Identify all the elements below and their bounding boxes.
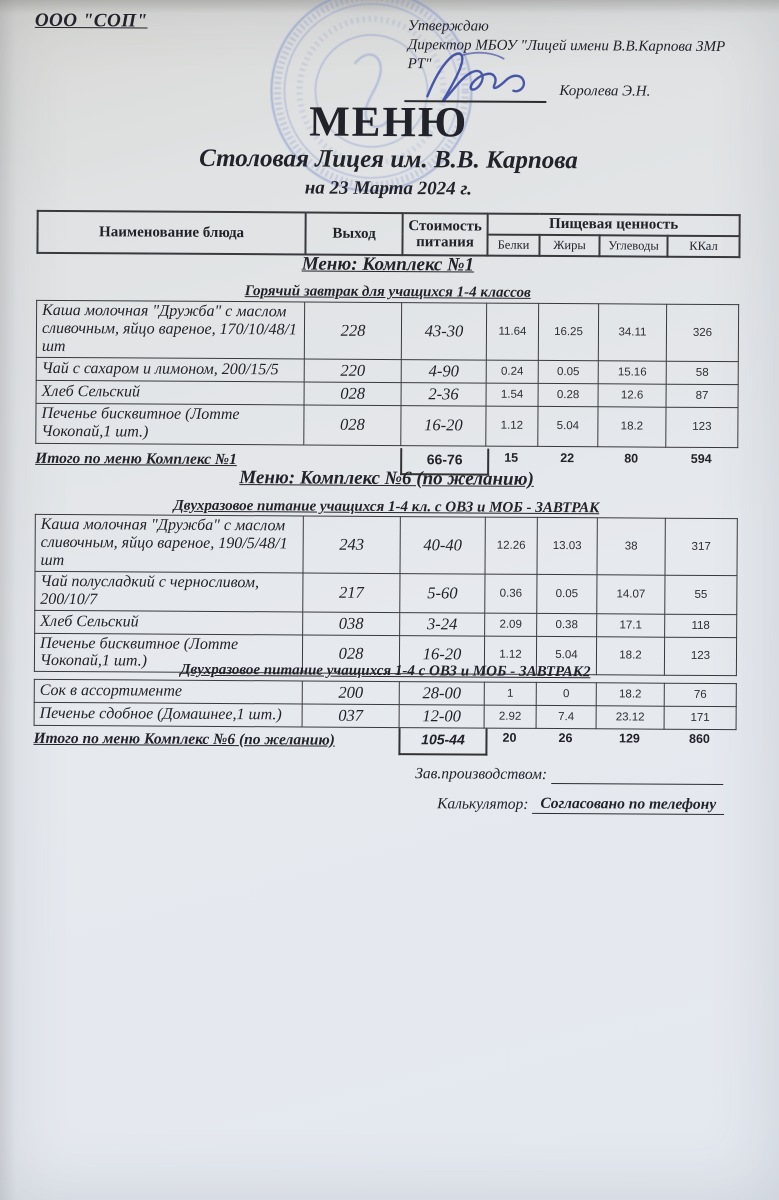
dish-fat: 0 xyxy=(536,682,596,705)
dish-name: Печенье сдобное (Домашнее,1 шт.) xyxy=(34,702,302,727)
dish-cost: 43-30 xyxy=(401,303,486,360)
col-dish: Наименование блюда xyxy=(37,211,305,255)
dish-kcal: 171 xyxy=(664,706,736,729)
dish-carbs: 14.07 xyxy=(597,574,665,613)
menu6-total-fat: 26 xyxy=(558,731,573,746)
menu1-total-carbs: 80 xyxy=(624,451,639,466)
approve-director-line: Директор МБОУ "Лицей имени В.В.Карпова ЗМР xyxy=(407,37,726,56)
dish-protein: 1 xyxy=(484,682,536,705)
dish-name: Печенье бисквитное (Лотте Чокопай,1 шт.) xyxy=(34,633,302,673)
calculator-row xyxy=(437,794,724,815)
dish-carbs: 18.2 xyxy=(598,407,666,447)
menu6-total-kcal: 860 xyxy=(689,731,710,746)
menu1-total-fat: 22 xyxy=(560,451,575,466)
col-protein: Белки xyxy=(487,235,539,256)
col-cost-line2: питания xyxy=(416,234,474,251)
col-carbs: Углеводы xyxy=(599,235,667,256)
dish-protein: 0.36 xyxy=(485,574,537,613)
dish-name: Каша молочная "Дружба" с маслом сливочным, яйцо вареное, 190/5/48/1 шт xyxy=(35,514,303,572)
dish-cost: 4-90 xyxy=(401,359,486,383)
menu1-subsection: Горячий завтрак для учащихся 1-4 классов xyxy=(244,283,531,301)
dish-output: 037 xyxy=(302,704,399,728)
dish-carbs: 34.11 xyxy=(598,304,666,361)
dish-kcal: 58 xyxy=(666,361,738,384)
approve-rt-line: РТ" xyxy=(407,56,432,73)
approver-name: Королева Э.Н. xyxy=(559,83,651,100)
menu1-title: Меню: Комплекс №1 xyxy=(301,253,475,276)
dish-protein: 2.09 xyxy=(485,613,537,636)
col-cost xyxy=(402,213,487,256)
dish-output: 038 xyxy=(303,612,400,636)
col-output: Выход xyxy=(305,212,402,255)
dish-kcal: 55 xyxy=(665,575,737,614)
menu6-title: Меню: Комплекс №6 (по желанию) xyxy=(239,467,534,490)
dish-fat: 16.25 xyxy=(538,303,598,360)
dish-name: Сок в ассортименте xyxy=(34,679,302,704)
dish-kcal: 317 xyxy=(665,518,737,575)
dish-output: 220 xyxy=(304,359,401,383)
menu6-total-protein: 20 xyxy=(502,730,517,745)
dish-carbs: 18.2 xyxy=(596,683,664,706)
dish-name: Чай полусладкий с черносливом, 200/10/7 xyxy=(35,571,303,611)
dish-protein: 2.92 xyxy=(484,705,536,728)
dish-protein: 12.26 xyxy=(485,517,537,574)
col-cost-line1: Стоимость xyxy=(408,217,482,235)
dish-output: 200 xyxy=(302,681,399,705)
col-fat: Жиры xyxy=(539,235,599,256)
dish-carbs: 18.2 xyxy=(596,636,664,675)
col-nutrition-group: Пищевая ценность xyxy=(488,214,740,237)
production-manager-row xyxy=(415,764,723,785)
dish-carbs: 17.1 xyxy=(597,613,665,636)
dish-cost: 28-00 xyxy=(399,682,484,706)
menu6-breakfast-table xyxy=(34,514,738,677)
menu1-total-cost: 66-76 xyxy=(400,448,489,476)
calculator-signed-line xyxy=(532,795,724,815)
dish-fat: 0.05 xyxy=(538,360,598,383)
menu1-total-label: Итого по меню Комплекс №1 xyxy=(35,449,237,469)
table-row xyxy=(35,514,737,575)
table-row xyxy=(36,403,738,447)
dish-kcal: 123 xyxy=(666,407,738,447)
production-manager-label: Зав.производством: xyxy=(415,765,548,783)
production-manager-blank-line xyxy=(551,765,723,785)
menu1-total-protein: 15 xyxy=(504,450,519,465)
menu6-subsection-breakfast: Двухразовое питание учащихся 1-4 кл. с ОВЗ и МОБ - ЗАВТРАК xyxy=(173,497,600,517)
dish-output: 228 xyxy=(304,302,401,359)
menu-date: на 23 Марта 2024 г. xyxy=(304,177,473,200)
table-row xyxy=(35,571,737,614)
menu1-table xyxy=(35,300,739,448)
dish-kcal: 326 xyxy=(666,304,738,361)
dish-carbs: 38 xyxy=(597,518,665,575)
columns-header-table xyxy=(36,210,740,258)
calculator-label: Калькулятор: xyxy=(437,795,529,813)
dish-cost: 16-20 xyxy=(401,405,486,446)
dish-kcal: 123 xyxy=(664,637,736,676)
menu6-totals-row xyxy=(33,726,735,756)
dish-carbs: 12.6 xyxy=(598,384,666,407)
dish-fat: 0.38 xyxy=(537,613,597,636)
dish-fat: 0.05 xyxy=(537,574,597,613)
org-name: ООО "СОП" xyxy=(34,9,148,32)
dish-output: 028 xyxy=(304,382,401,406)
dish-kcal: 76 xyxy=(664,683,736,706)
dish-fat: 0.28 xyxy=(538,383,598,406)
table-row xyxy=(36,300,738,361)
dish-protein: 1.12 xyxy=(484,636,536,675)
dish-fat: 13.03 xyxy=(537,517,597,574)
dish-name: Чай с сахаром и лимоном, 200/15/5 xyxy=(36,357,304,382)
dish-output: 243 xyxy=(303,516,400,573)
menu6-breakfast2-table xyxy=(34,679,737,730)
dish-carbs: 15.16 xyxy=(598,361,666,384)
dish-cost: 2-36 xyxy=(401,382,486,406)
dish-protein: 0.24 xyxy=(486,360,538,383)
page-title: МЕНЮ xyxy=(309,98,469,147)
dish-fat: 5.04 xyxy=(538,406,598,446)
calculator-value: Согласовано по телефону xyxy=(540,794,717,814)
approve-word: Утверждаю xyxy=(407,18,489,35)
dish-name: Хлеб Сельский xyxy=(35,610,303,635)
dish-cost: 12-00 xyxy=(399,705,484,729)
dish-cost: 3-24 xyxy=(400,612,485,636)
dish-fat: 7.4 xyxy=(536,705,596,728)
dish-cost: 16-20 xyxy=(399,635,484,674)
dish-name: Хлеб Сельский xyxy=(36,380,304,405)
dish-name: Каша молочная "Дружба" с маслом сливочным, яйцо вареное, 170/10/48/1 шт xyxy=(36,300,304,358)
dish-fat: 5.04 xyxy=(536,636,596,675)
menu6-total-label: Итого по меню Комплекс №6 (по желанию) xyxy=(33,729,335,749)
menu6-total-cost: 105-44 xyxy=(398,728,487,756)
dish-protein: 1.54 xyxy=(486,383,538,406)
dish-kcal: 118 xyxy=(665,614,737,637)
dish-cost: 40-40 xyxy=(400,517,485,574)
dish-output: 217 xyxy=(303,573,400,612)
dish-carbs: 23.12 xyxy=(596,706,664,729)
canteen-subtitle: Столовая Лицея им. В.В. Карпова xyxy=(199,144,578,175)
menu1-total-kcal: 594 xyxy=(690,451,712,466)
dish-protein: 11.64 xyxy=(486,303,538,360)
handwritten-signature-icon xyxy=(417,46,567,105)
dish-name: Печенье бисквитное (Лотте Чокопай,1 шт.) xyxy=(36,403,304,445)
dish-cost: 5-60 xyxy=(400,573,485,612)
col-kcal: ККал xyxy=(667,236,739,257)
menu6-total-carbs: 129 xyxy=(619,731,640,746)
menu6-subsection-breakfast2: Двухразовое питание учащихся 1-4 с ОВЗ и МОБ - ЗАВТРАК2 xyxy=(180,661,591,681)
dish-output: 028 xyxy=(302,635,399,674)
dish-protein: 1.12 xyxy=(486,406,538,446)
dish-output: 028 xyxy=(304,405,401,446)
dish-kcal: 87 xyxy=(666,384,738,407)
